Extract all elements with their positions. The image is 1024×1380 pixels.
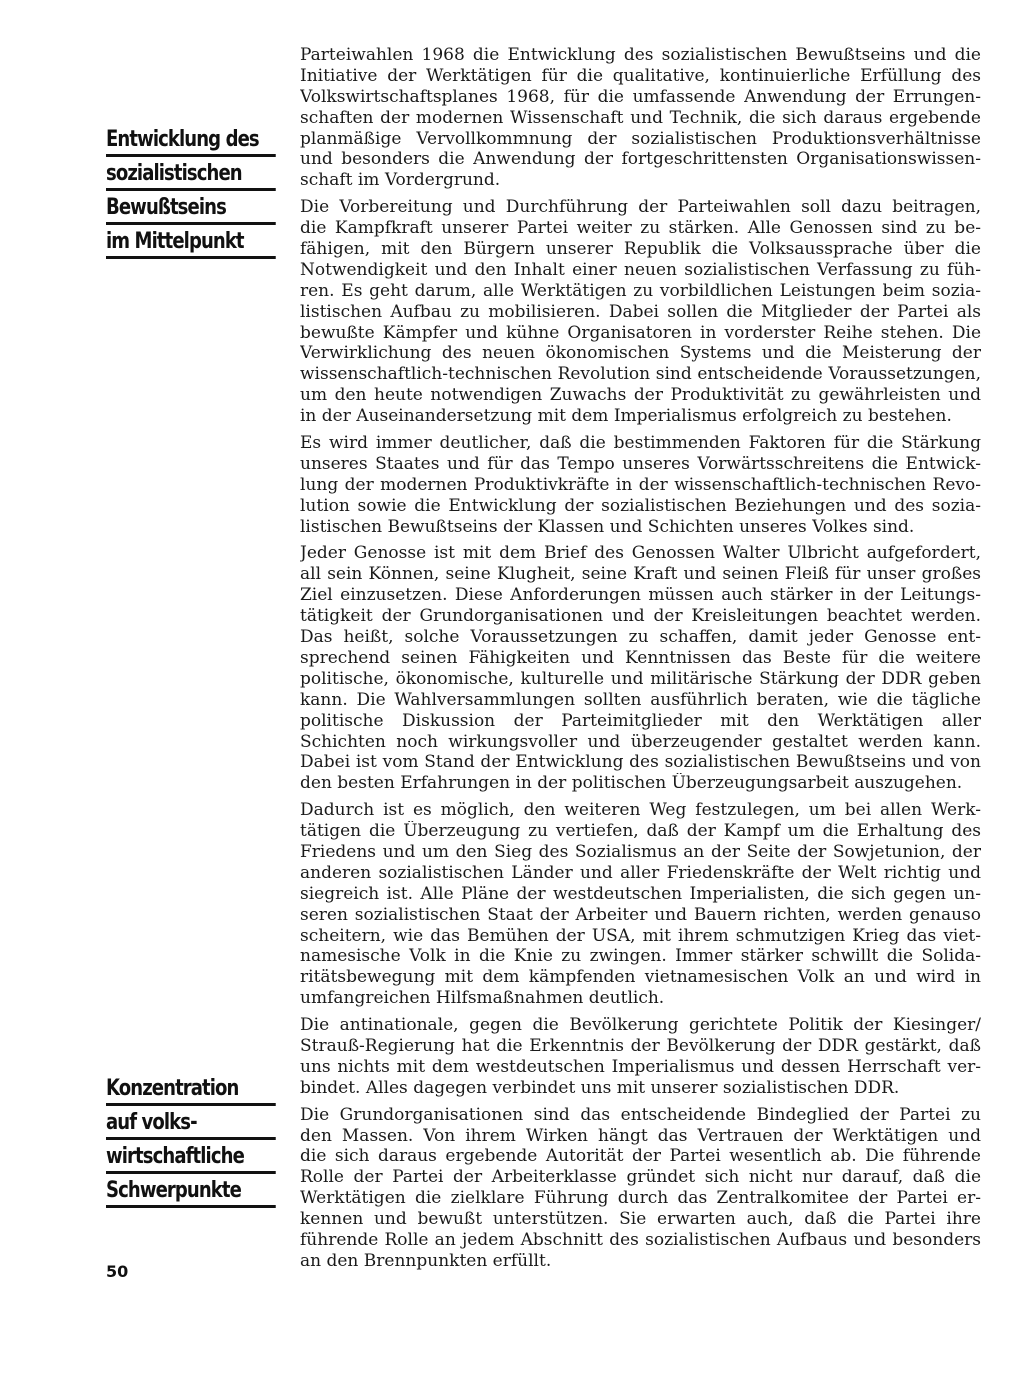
- text-line: siegreich ist. Alle Pläne der westdeutschen Imperialisten, die sich gegen un-: [300, 883, 981, 904]
- text-line: Rolle der Partei der Arbeiterklasse gründet sich nicht nur darauf, daß die: [300, 1167, 981, 1188]
- text-line: all sein Können, seine Klugheit, seine Kraft und seinen Fleiß für unser großes: [300, 564, 981, 585]
- heading-line: Entwicklung des: [106, 128, 276, 157]
- text-line: tätigen die Überzeugung zu vertiefen, daß der Kampf um die Erhaltung des: [300, 821, 981, 842]
- text-line: die Kampfkraft unserer Partei weiter zu stärken. Alle Genossen sind zu be-: [300, 218, 981, 239]
- text-line: bewußte Kämpfer und kühne Organisatoren in vorderster Reihe stehen. Die: [300, 322, 981, 343]
- text-line: umfangreichen Hilfsmaßnahmen deutlich.: [300, 988, 665, 1009]
- text-line: Das heißt, solche Voraussetzungen zu schaffen, damit jeder Genosse ent-: [300, 627, 981, 648]
- heading-line: Bewußtseins: [106, 196, 276, 225]
- text-line: Strauß-Regierung hat die Erkenntnis der Bevölkerung der DDR gestärkt, daß: [300, 1035, 981, 1056]
- heading-line: Schwerpunkte: [106, 1179, 276, 1208]
- margin-heading: [106, 128, 276, 264]
- text-line: unseres Staates und für das Tempo unseres Vorwärtsschreitens die Entwick-: [300, 453, 981, 474]
- text-line: Ziel einzusetzen. Diese Anforderungen müssen auch stärker in der Leitungs-: [300, 585, 981, 606]
- text-line: Dabei ist vom Stand der Entwicklung des sozialistischen Bewußtseins und von: [300, 752, 981, 773]
- text-line: Die Grundorganisationen sind das entscheidende Bindeglied der Partei zu: [300, 1104, 981, 1125]
- paragraph: [300, 1015, 981, 1099]
- text-line: in der Auseinandersetzung mit dem Imperialismus erfolgreich zu bestehen.: [300, 406, 952, 427]
- text-line: Die antinationale, gegen die Bevölkerung gerichtete Politik der Kiesinger/: [300, 1015, 981, 1036]
- text-line: Verwirklichung des neuen ökonomischen Systems und die Meisterung der: [300, 343, 981, 364]
- text-line: Dadurch ist es möglich, den weiteren Weg festzulegen, um bei allen Werk-: [300, 800, 981, 821]
- text-line: Die Vorbereitung und Durchführung der Parteiwahlen soll dazu beitragen,: [300, 197, 981, 218]
- text-line: Schichten noch wirkungsvoller und überzeugender gestaltet werden kann.: [300, 731, 981, 752]
- text-line: Jeder Genosse ist mit dem Brief des Genossen Walter Ulbricht aufgefordert,: [300, 543, 981, 564]
- text-line: planmäßige Vervollkommnung der sozialistischen Produktionsverhältnisse: [300, 128, 981, 149]
- text-line: um den heute notwendigen Zuwachs der Produktivität zu gewährleisten und: [300, 385, 981, 406]
- text-line: ren. Es geht darum, alle Werktätigen zu vorbildlichen Leistungen beim sozia-: [300, 280, 981, 301]
- text-line: anderen sozialistischen Länder und aller Friedenskräfte der Welt richtig und: [300, 862, 981, 883]
- text-line: wissenschaftlich-technischen Revolution sind entscheidende Voraussetzungen,: [300, 364, 981, 385]
- text-line: Notwendigkeit und den Inhalt einer neuen sozialistischen Verfassung zu füh-: [300, 259, 981, 280]
- text-line: uns nichts mit dem westdeutschen Imperialismus und dessen Herrschaft ver-: [300, 1056, 981, 1077]
- text-line: politische, ökonomische, kulturelle und militärische Stärkung der DDR geben: [300, 668, 981, 689]
- text-line: seren sozialistischen Staat der Arbeiter und Bauern richten, werden genauso: [300, 904, 981, 925]
- text-line: listischen Aufbau zu mobilisieren. Dabei sollen die Mitglieder der Partei als: [300, 301, 981, 322]
- heading-line: wirtschaftliche: [106, 1145, 276, 1174]
- text-line: Friedens und um den Sieg des Sozialismus an der Seite der Sowjetunion, der: [300, 841, 981, 862]
- paragraph: [300, 1105, 981, 1272]
- margin-heading: [106, 1077, 276, 1213]
- text-line: schaft im Vordergrund.: [300, 170, 501, 191]
- heading-line: Konzentration: [106, 1077, 276, 1106]
- text-line: an den Brennpunkten erfüllt.: [300, 1250, 552, 1271]
- page-number: 50: [106, 1262, 129, 1281]
- text-line: bindet. Alles dagegen verbindet uns mit unserer sozialistischen DDR.: [300, 1077, 900, 1098]
- text-line: Initiative der Werktätigen für die qualitative, kontinuierliche Erfüllung des: [300, 65, 981, 86]
- heading-line: sozialistischen: [106, 162, 276, 191]
- paragraph: [300, 433, 981, 537]
- text-line: lung der modernen Produktivkräfte in der wissenschaftlich-technischen Revo-: [300, 474, 981, 495]
- text-line: die sich daraus ergebende Autorität der Partei wesentlich ab. Die führende: [300, 1146, 981, 1167]
- text-line: lution sowie die Entwicklung der sozialistischen Beziehungen und des sozia-: [300, 495, 981, 516]
- text-line: Parteiwahlen 1968 die Entwicklung des sozialistischen Bewußtseins und die: [300, 45, 981, 65]
- text-line: tätigkeit der Grundorganisationen und der Kreisleitungen beachtet werden.: [300, 606, 981, 627]
- text-line: Es wird immer deutlicher, daß die bestimmenden Faktoren für die Stärkung: [300, 433, 981, 454]
- text-line: fähigen, mit den Bürgern unserer Republik die Volksaussprache über die: [300, 239, 981, 260]
- paragraph: [300, 800, 981, 1009]
- body-text: [300, 45, 981, 1278]
- paragraph: [300, 45, 981, 191]
- text-line: den Massen. Von ihrem Wirken hängt das Vertrauen der Werktätigen und: [300, 1125, 981, 1146]
- text-line: den besten Erfahrungen in der politischen Überzeugungsarbeit auszugehen.: [300, 773, 963, 794]
- text-line: Werktätigen die zielklare Führung durch das Zentralkomitee der Partei er-: [300, 1188, 981, 1209]
- text-line: schaften der modernen Wissenschaft und Technik, die sich daraus ergebende: [300, 107, 981, 128]
- text-line: ritätsbewegung mit dem kämpfenden vietnamesischen Volk an und wird in: [300, 967, 981, 988]
- text-line: führende Rolle an jedem Abschnitt des sozialistischen Aufbaus und besonders: [300, 1229, 981, 1250]
- text-line: kann. Die Wahlversammlungen sollten ausführlich beraten, wie die tägliche: [300, 689, 981, 710]
- text-line: politische Diskussion der Parteimitglieder mit den Werktätigen aller: [300, 710, 981, 731]
- text-line: und besonders die Anwendung der fortgeschrittensten Organisationswissen-: [300, 149, 981, 170]
- text-line: listischen Bewußtseins der Klassen und Schichten unseres Volkes sind.: [300, 516, 915, 537]
- text-line: scheitern, wie das Bemühen der USA, mit ihrem schmutzigen Krieg das viet-: [300, 925, 981, 946]
- heading-line: im Mittelpunkt: [106, 230, 276, 259]
- text-line: sprechend seinen Fähigkeiten und Kenntnissen das Beste für die weitere: [300, 647, 981, 668]
- text-line: namesische Volk in die Knie zu zwingen. Immer stärker schwillt die Solida-: [300, 946, 981, 967]
- heading-line: auf volks-: [106, 1111, 276, 1140]
- paragraph: [300, 197, 981, 427]
- text-line: kennen und bewußt unterstützen. Sie erwarten auch, daß die Partei ihre: [300, 1209, 981, 1230]
- paragraph: [300, 543, 981, 794]
- text-line: Volkswirtschaftsplanes 1968, für die umfassende Anwendung der Errungen-: [300, 86, 981, 107]
